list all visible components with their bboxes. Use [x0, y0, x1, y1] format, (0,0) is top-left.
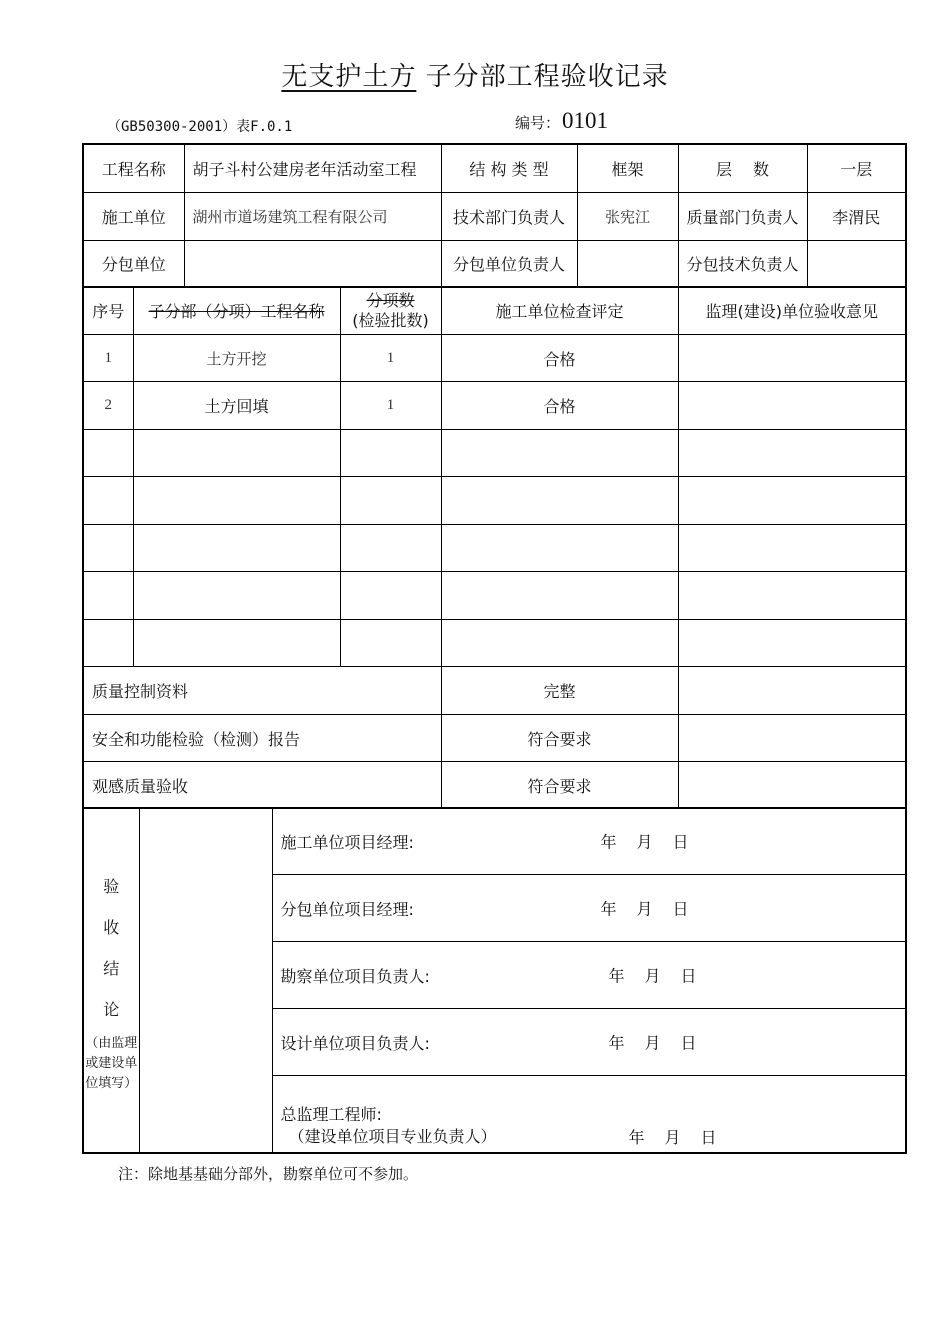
sub-tech	[807, 240, 906, 287]
row-opinion	[678, 430, 906, 477]
col-opinion: 监理(建设)单位验收意见	[678, 287, 906, 335]
footnote: 注：除地基基础分部外，勘察单位可不参加。	[118, 1165, 419, 1183]
summary-label: 安全和功能检验（检测）报告	[83, 715, 441, 762]
col-assessment: 施工单位检查评定	[441, 287, 678, 335]
row-name	[133, 620, 340, 667]
row-count	[340, 525, 441, 572]
row-assessment	[441, 525, 678, 572]
summary-row	[83, 715, 906, 762]
subcontractor-label: 分包单位	[83, 240, 184, 287]
date-day: 日	[672, 832, 689, 852]
date-field	[629, 1125, 737, 1148]
chief-sublabel: （建设单位项目专业负责人）	[288, 1126, 497, 1146]
conclusion-label	[83, 808, 139, 1153]
summary-assessment: 完整	[441, 667, 678, 715]
row-no	[83, 525, 133, 572]
summary-opinion	[678, 762, 906, 809]
col-no: 序号	[83, 287, 133, 335]
date-year: 年	[600, 832, 617, 852]
row-no	[83, 620, 133, 667]
serial-label: 编号：	[515, 114, 561, 132]
sub-lead-label: 分包单位负责人	[441, 240, 577, 287]
signer-label: 分包单位项目经理:	[280, 899, 414, 919]
table-row	[83, 572, 906, 620]
row-name	[133, 477, 340, 525]
row-no	[83, 477, 133, 525]
conclusion-char: 验	[103, 876, 120, 896]
conclusion-char: 论	[103, 999, 120, 1019]
row-no	[83, 430, 133, 477]
date-day: 日	[672, 899, 689, 919]
row-assessment: 合格	[441, 335, 678, 382]
col-count-line2: (检验批数)	[352, 310, 429, 330]
row-opinion	[678, 335, 906, 382]
signer-row	[272, 808, 906, 875]
row-count: 1	[340, 382, 441, 430]
date-year: 年	[608, 966, 625, 986]
title-rest: 子分部工程验收记录	[425, 62, 669, 92]
summary-row	[83, 762, 906, 809]
contractor: 湖州市道场建筑工程有限公司	[184, 192, 441, 240]
table-row	[83, 382, 906, 430]
date-month: 月	[636, 832, 653, 852]
chief-label: 总监理工程师:	[280, 1104, 382, 1124]
date-day: 日	[700, 1127, 717, 1147]
summary-assessment: 符合要求	[441, 762, 678, 809]
table-row	[83, 525, 906, 572]
table-row	[83, 430, 906, 477]
date-field	[609, 964, 717, 987]
row-name: 土方回填	[133, 382, 340, 430]
project-name-label: 工程名称	[83, 144, 184, 192]
sub-lead	[577, 240, 678, 287]
items-table	[82, 286, 907, 809]
summary-row	[83, 667, 906, 715]
table-row	[83, 620, 906, 667]
date-day: 日	[680, 966, 697, 986]
contractor-label: 施工单位	[83, 192, 184, 240]
quality-lead: 李渭民	[807, 192, 906, 240]
summary-opinion	[678, 715, 906, 762]
row-opinion	[678, 572, 906, 620]
conclusion-note: （由监理或建设单位填写）	[85, 1035, 138, 1091]
date-year: 年	[608, 1033, 625, 1053]
row-assessment	[441, 620, 678, 667]
sub-tech-label: 分包技术负责人	[678, 240, 807, 287]
row-name	[133, 572, 340, 620]
signer-row	[272, 875, 906, 942]
col-name-text: 子分部（分项）工程名称	[148, 302, 325, 321]
structure-type: 框架	[577, 144, 678, 192]
conclusion-char: 收	[103, 917, 120, 937]
summary-label: 质量控制资料	[83, 667, 441, 715]
signer-row	[272, 1009, 906, 1076]
floors: 一层	[807, 144, 906, 192]
col-count-line1: 分项数	[366, 290, 415, 310]
title-underlined: 无支护土方	[281, 62, 417, 92]
row-name	[133, 525, 340, 572]
quality-lead-label: 质量部门负责人	[678, 192, 807, 240]
row-opinion	[678, 477, 906, 525]
row-opinion	[678, 620, 906, 667]
row-no: 2	[83, 382, 133, 430]
col-count	[340, 287, 441, 335]
date-field	[601, 830, 709, 853]
date-field	[609, 1031, 717, 1054]
serial-number	[515, 108, 608, 134]
date-day: 日	[680, 1033, 697, 1053]
row-count	[340, 572, 441, 620]
conclusion-table	[82, 807, 907, 1154]
conclusion-content	[139, 808, 272, 1153]
row-count	[340, 430, 441, 477]
row-assessment	[441, 477, 678, 525]
chief-signer-row	[272, 1076, 906, 1153]
serial-value: 0101	[562, 108, 609, 133]
signer-label: 勘察单位项目负责人:	[280, 966, 430, 986]
table-row	[83, 335, 906, 382]
structure-type-label: 结 构 类 型	[441, 144, 577, 192]
project-name: 胡子斗村公建房老年活动室工程	[184, 144, 441, 192]
row-assessment	[441, 430, 678, 477]
row-assessment	[441, 572, 678, 620]
signer-label: 设计单位项目负责人:	[280, 1033, 430, 1053]
signer-row	[272, 942, 906, 1009]
date-field	[601, 897, 709, 920]
row-opinion	[678, 382, 906, 430]
conclusion-char: 结	[103, 958, 120, 978]
row-assessment: 合格	[441, 382, 678, 430]
standard-reference: （GB50300-2001）表F.0.1	[107, 119, 293, 135]
signer-label: 施工单位项目经理:	[280, 832, 414, 852]
date-year: 年	[600, 899, 617, 919]
row-opinion	[678, 525, 906, 572]
tech-lead: 张宪江	[577, 192, 678, 240]
row-count: 1	[340, 335, 441, 382]
row-count	[340, 477, 441, 525]
page-title	[0, 56, 950, 93]
date-year: 年	[628, 1127, 645, 1147]
row-no	[83, 572, 133, 620]
date-month: 月	[664, 1127, 681, 1147]
col-name	[133, 287, 340, 335]
date-month: 月	[644, 966, 661, 986]
row-name	[133, 430, 340, 477]
subcontractor	[184, 240, 441, 287]
tech-lead-label: 技术部门负责人	[441, 192, 577, 240]
date-month: 月	[636, 899, 653, 919]
floors-label: 层 数	[678, 144, 807, 192]
row-count	[340, 620, 441, 667]
summary-label: 观感质量验收	[83, 762, 441, 809]
row-no: 1	[83, 335, 133, 382]
row-name: 土方开挖	[133, 335, 340, 382]
date-month: 月	[644, 1033, 661, 1053]
summary-opinion	[678, 667, 906, 715]
project-info-table	[82, 143, 907, 288]
summary-assessment: 符合要求	[441, 715, 678, 762]
table-row	[83, 477, 906, 525]
